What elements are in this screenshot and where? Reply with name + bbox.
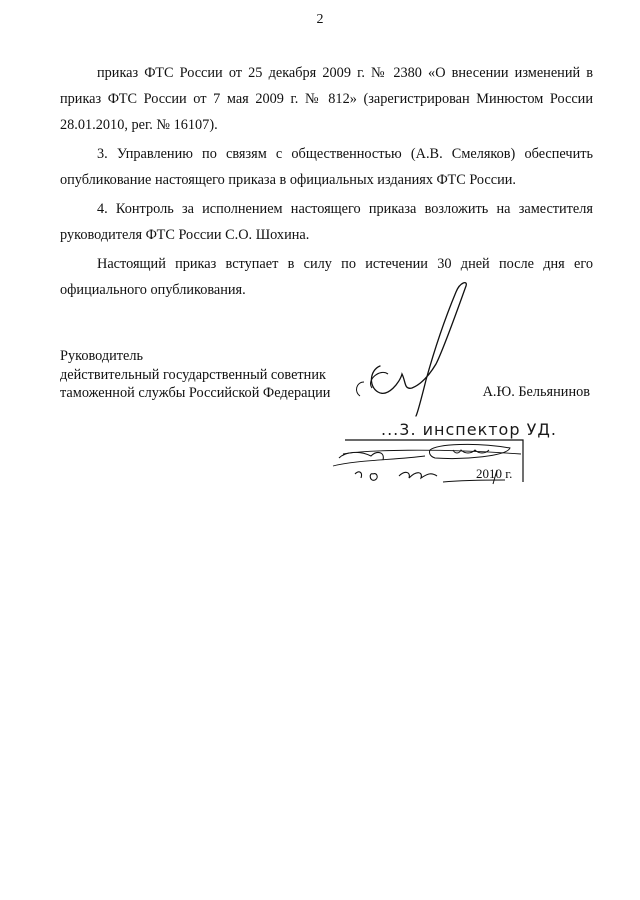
handwritten-signature xyxy=(340,278,470,418)
signatory-title-line: Руководитель xyxy=(60,348,144,364)
paragraph-control: 4. Контроль за исполнением настоящего приказа возложить на заместителя руководителя ФТС России С.О. Шохина. xyxy=(60,201,593,243)
page-number: 2 xyxy=(316,12,324,27)
order-body-text xyxy=(60,60,593,306)
stamp-label: ...3. инспектор УД. xyxy=(381,420,557,439)
signatory-title xyxy=(60,347,360,403)
signatory-title-line: таможенной службы Российской Федерации xyxy=(60,385,331,401)
paragraph-amendment-reference: приказ ФТС России от 25 декабря 2009 г. № 2380 «О внесении изменений в приказ ФТС России от 7 мая 2009 г. № 812» (зарегистрирован Минюстом России 28.01.2010, рег. № 16107). xyxy=(60,65,593,133)
paragraph-publication: 3. Управлению по связям с общественностью (А.В. Смеляков) обеспечить опубликование настоящего приказа в официальных изданиях ФТС России. xyxy=(60,146,593,188)
signatory-title-line: действительный государственный советник xyxy=(60,366,326,383)
stamp-year: 2010 г. xyxy=(476,466,513,481)
paragraph-effective-date: Настоящий приказ вступает в силу по истечении 30 дней после дня его официального опубликования. xyxy=(60,256,593,298)
signatory-name: А.Ю. Бельянинов xyxy=(482,384,590,400)
